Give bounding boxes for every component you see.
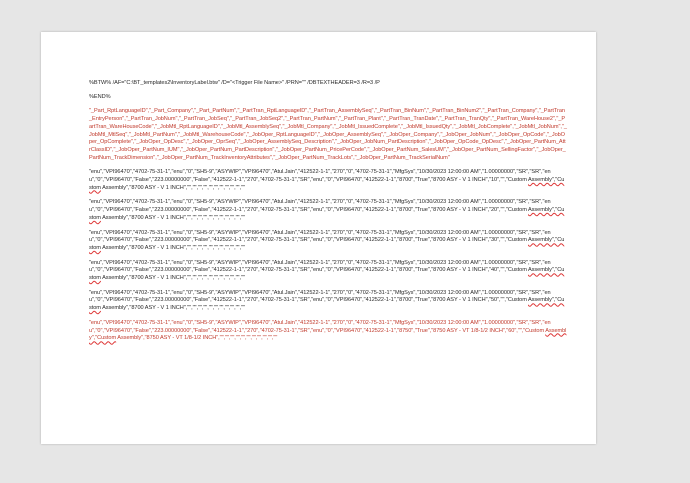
record-text: "enu","VPI96470","4702-75-31-1","enu","0","SH5-9","ASYWIP","VPI96470","Atul.Jain","412522-1-1","270","0","4702-75-31-1","MfgSys","10/30/2023 12:00:00 AM","1.00000000","SR","SR","enu","0","VPI96470","False","223.00000000","False","412522-1-1","270","4702-75-31-1","SR","enu","0","VPI96470","412522-1-1","8700","True","8700 ASY - V 1 INCH","50","","Custom [89,289,551,304]
record-text: Assembly","8700 ASY - V 1 INCH","","","","","","","","","","","" [100,275,245,282]
record-text: "enu","VPI96470","4702-75-31-1","enu","0","SH5-9","ASYWIP","VPI96470","Atul.Jain","412522-1-1","270","0","4702-75-31-1","MfgSys","10/30/2023 12:00:00 AM","1.00000000","SR","SR","enu","0","VPI96470","False","223.00000000","False","412522-1-1","270","4702-75-31-1","SR","enu","0","VPI96470","412522-1-1","8750","True","8750 ASY - VT 1/8-1/2 INCH","60","","Custom [89,319,551,334]
record-text: Assembly","8700 ASY - V 1 INCH","","","","","","","","","","","" [100,244,245,251]
record-text: "enu","VPI96470","4702-75-31-1","enu","0","SH5-9","ASYWIP","VPI96470","Atul.Jain","412522-1-1","270","0","4702-75-31-1","MfgSys","10/30/2023 12:00:00 AM","1.00000000","SR","SR","enu","0","VPI96470","False","223.00000000","False","412522-1-1","270","4702-75-31-1","SR","enu","0","VPI96470","412522-1-1","8700","True","8700 ASY - V 1 INCH","20","","Custom [89,199,551,214]
data-record-4 [89,260,567,283]
record-text: Assembly","8700 ASY - V 1 INCH","","","","","","","","","","","" [100,184,245,191]
record-spellcheck-text: Assembly","Custom [89,297,565,312]
data-record-1 [89,169,567,192]
btw-command-line: %BTW% /AF="C:\BT_templates2\InventoryLabel.btw" /D="<Trigger File Name>" /PRN="" /DBTEXTHEADER=3 /R=3 /P [89,80,380,86]
record-text: Assembly","8700 ASY - V 1 INCH","","","","","","","","","","","" [100,305,245,312]
record-text: "enu","VPI96470","4702-75-31-1","enu","0","SH5-9","ASYWIP","VPI96470","Atul.Jain","412522-1-1","270","0","4702-75-31-1","MfgSys","10/30/2023 12:00:00 AM","1.00000000","SR","SR","enu","0","VPI96470","False","223.00000000","False","412522-1-1","270","4702-75-31-1","SR","enu","0","VPI96470","412522-1-1","8700","True","8700 ASY - V 1 INCH","10","","Custom [89,169,551,184]
record-spellcheck-text: Assembly","Custom [89,177,565,191]
record-text: Assembly","8750 ASY - VT 1/8-1/2 INCH","","","","","","","","","","","" [116,335,278,342]
record-spellcheck-text: Assembly","Custom [89,267,565,282]
record-spellcheck-text: Assembly","Custom [89,237,565,251]
document-page[interactable] [41,32,596,444]
record-text: Assembly","8700 ASY - V 1 INCH","","","","","","","","","","","" [100,214,245,221]
record-spellcheck-text: Assembly","Custom [89,207,565,221]
header-field-list: "_Part_RptLanguageID","_Part_Company","_Part_PartNum","_PartTran_RptLanguageID","_PartTran_AssemblySeq","_PartTran_BinNum","_PartTran_BinNum2","_PartTran_Company","_PartTran_EntryPerson","_PartTran_JobNum","_PartTran_JobSeq","_PartTran_JobSeq2","_PartTran_PartNum","_PartTran_Plant","_PartTran_TranDate","_PartTran_TranQty","_PartTran_WareHouse2","_PartTran_WareHouseCode","_JobMtl_RptLanguageID","_JobMtl_AssemblySeq","_JobMtl_Company","_JobMtl_IssuedComplete","_JobMtl_IssuedQty","_JobMtl_JobComplete","_JobMtl_JobNum","_JobMtl_MtlSeq","_JobMtl_PartNum","_JobMtl_WarehouseCode","_JobOper_RptLanguageID","_JobOper_AssemblySeq","_JobOper_Company","_JobOper_JobNum","_JobOper_OpCode","_JobOper_OpComplete","_JobOper_OpDesc","_JobOper_OprSeq","_JobOper_AssemblySeq_Description","_JobOper_JobNum_PartDescription","_JobOper_OpCode_OpDesc","_JobOper_PartNum_AttrClassID","_JobOper_PartNum_IUM","_JobOper_PartNum_PartDescription","_JobOper_PartNum_PricePerCode","_JobOper_PartNum_SalesUM","_JobOper_PartNum_SellingFactor","_JobOper_PartNum_TrackDimension","_JobOper_PartNum_TrackInventoryAttributes","_JobOper_PartNum_TrackLots","_JobOper_PartNum_TrackSerialNum" [89,108,567,161]
record-spellcheck-text: Assembly","Custom [89,327,567,342]
data-record-2 [89,199,567,222]
data-record-6 [89,320,567,343]
document-body [89,80,567,343]
record-text: "enu","VPI96470","4702-75-31-1","enu","0","SH5-9","ASYWIP","VPI96470","Atul.Jain","412522-1-1","270","0","4702-75-31-1","MfgSys","10/30/2023 12:00:00 AM","1.00000000","SR","SR","enu","0","VPI96470","False","223.00000000","False","412522-1-1","270","4702-75-31-1","SR","enu","0","VPI96470","412522-1-1","8700","True","8700 ASY - V 1 INCH","30","","Custom [89,229,551,244]
data-record-3 [89,230,567,253]
record-text: "enu","VPI96470","4702-75-31-1","enu","0","SH5-9","ASYWIP","VPI96470","Atul.Jain","412522-1-1","270","0","4702-75-31-1","MfgSys","10/30/2023 12:00:00 AM","1.00000000","SR","SR","enu","0","VPI96470","False","223.00000000","False","412522-1-1","270","4702-75-31-1","SR","enu","0","VPI96470","412522-1-1","8700","True","8700 ASY - V 1 INCH","40","","Custom [89,259,551,274]
end-marker: %END% [89,93,111,100]
data-record-5 [89,290,567,313]
